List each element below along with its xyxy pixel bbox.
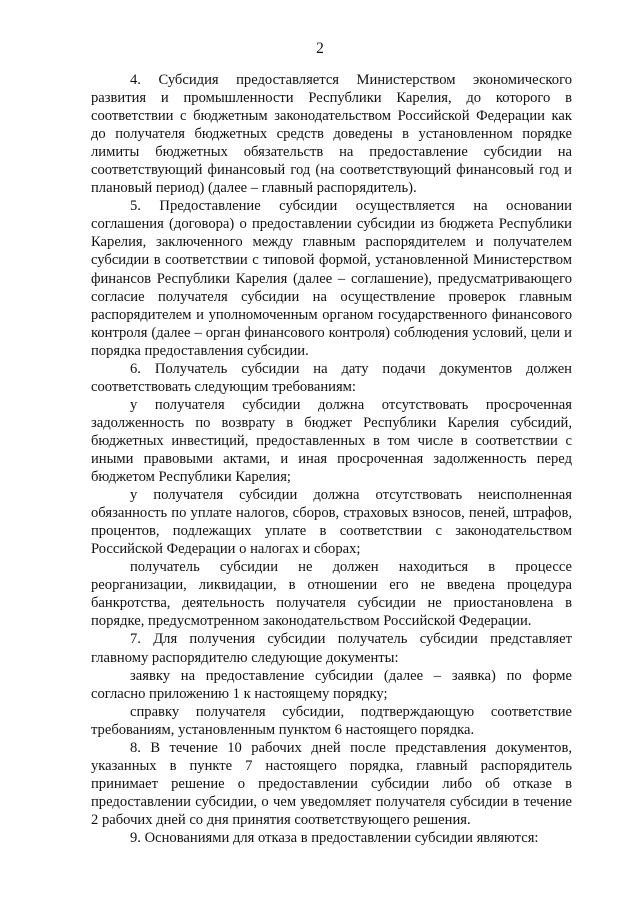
page-number: 2 <box>316 40 324 57</box>
paragraph-item-8: 8. В течение 10 рабочих дней после представления документов, указанных в пункте 7 настоящего порядка, главный распорядитель принимает решение о предоставлении субсидии либо об отказе в предоставлении субсидии, о чем уведомляет получателя субсидии в течение 2 рабочих дней со дня принятия соответствующего решения. <box>91 739 572 828</box>
document-application: заявку на предоставление субсидии (далее – заявка) по форме согласно приложению 1 к настоящему порядку; <box>91 667 572 702</box>
paragraph-item-7: 7. Для получения субсидии получатель субсидии представляет главному распорядителю следующие документы: <box>91 631 572 666</box>
paragraph-item-6: 6. Получатель субсидии на дату подачи документов должен соответствовать следующим требованиям: <box>91 360 572 395</box>
document-body <box>91 71 572 847</box>
paragraph-item-4: 4. Субсидия предоставляется Министерством экономического развития и промышленности Республики Карелия, до которого в соответствии с бюджетным законодательством Российской Федерации как до получателя бюджетных средств доведены в установленном порядке лимиты бюджетных обязательств на предоставление субсидии на соответствующий финансовый год (на соответствующий финансовый год и плановый период) (далее – главный распорядитель). <box>91 72 572 197</box>
requirement-no-tax-debt: у получателя субсидии должна отсутствовать неисполненная обязанность по уплате налогов, сборов, страховых взносов, пеней, штрафов, процентов, подлежащих уплате в соответствии с законодательством Российской Федерации о налогах и сборах; <box>91 487 572 558</box>
paragraph-item-9: 9. Основаниями для отказа в предоставлении субсидии являются: <box>130 829 539 846</box>
paragraph-item-5: 5. Предоставление субсидии осуществляется на основании соглашения (договора) о предоставлении субсидии из бюджета Республики Карелия, заключенного между главным распорядителем и получателем субсидии в соответствии с типовой формой, установленной Министерством финансов Республики Карелия (далее – соглашение), предусматривающего согласие получателя субсидии на осуществление проверок главным распорядителем и уполномоченным органом государственного финансового контроля (далее – орган финансового контроля) соблюдения условий, цели и порядка предоставления субсидии. <box>91 198 572 359</box>
requirement-no-reorganization: получатель субсидии не должен находиться в процессе реорганизации, ликвидации, в отношении его не введена процедура банкротства, деятельность получателя субсидии не приостановлена в порядке, предусмотренном законодательством Российской Федерации. <box>91 559 572 630</box>
document-certificate: справку получателя субсидии, подтверждающую соответствие требованиям, установленным пунктом 6 настоящего порядка. <box>91 703 572 738</box>
requirement-no-overdue-debt: у получателя субсидии должна отсутствовать просроченная задолженность по возврату в бюджет Республики Карелия субсидий, бюджетных инвестиций, предоставленных в том числе в соответствии с иными правовыми актами, и иная просроченная задолженность перед бюджетом Республики Карелия; <box>91 396 572 486</box>
